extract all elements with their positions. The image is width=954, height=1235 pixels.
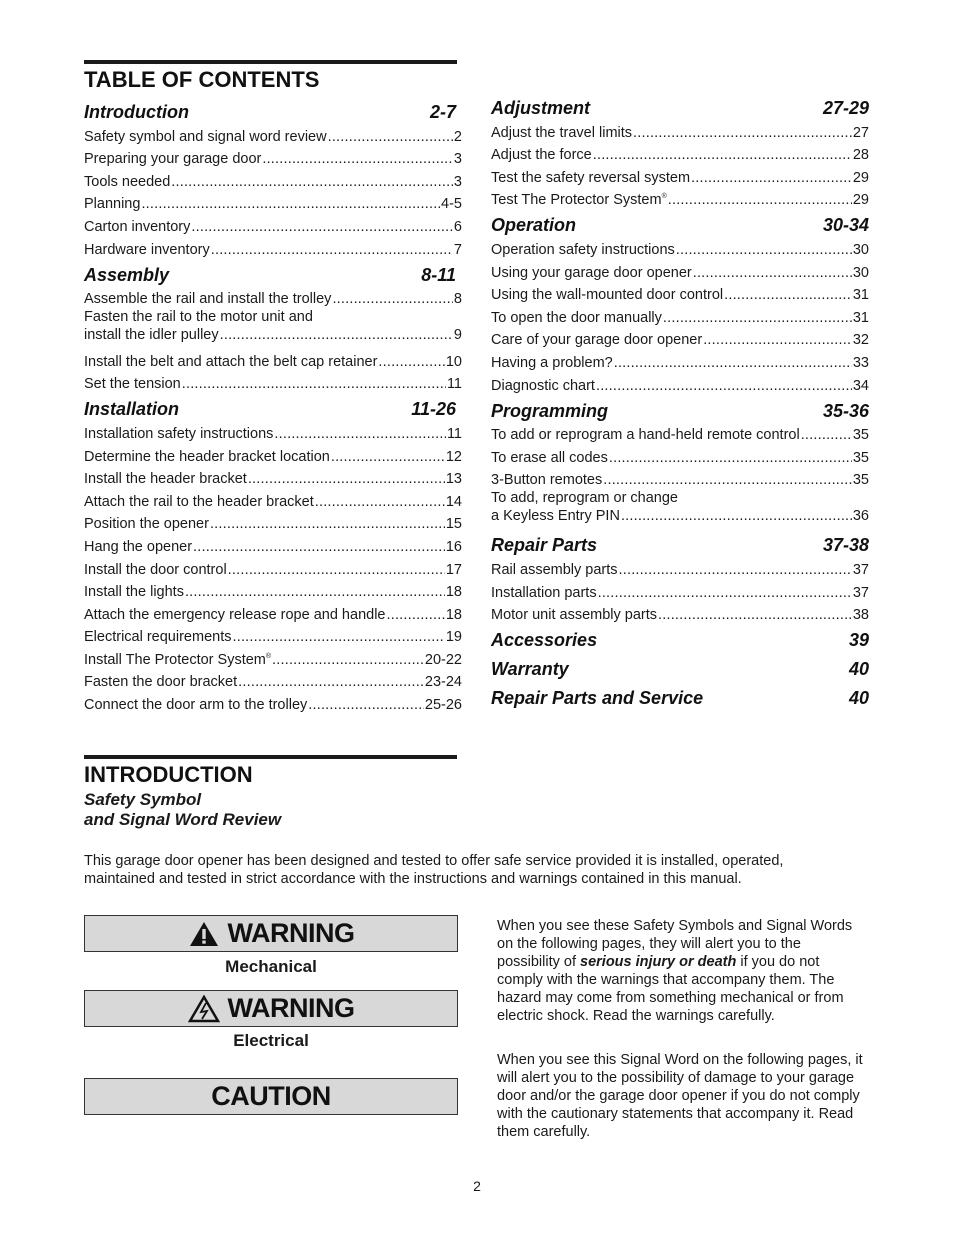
toc-entry-page: 16 [445, 538, 462, 555]
toc-entry-label: Assemble the rail and install the trolley [84, 291, 332, 308]
toc-entry-page: 18 [445, 606, 462, 623]
caution-label: CAUTION [211, 1081, 331, 1111]
toc-entry-page: 30 [852, 241, 869, 258]
toc-entry [84, 191, 462, 214]
toc-entry-label: Care of your garage door opener [491, 332, 703, 349]
p1-text-before: When you see these Safety Symbols and Signal Words on the following pages, they will alert you to the possibility of [497, 918, 853, 970]
toc-entry-label: install the idler pulley [84, 327, 219, 344]
intro-body: This garage door opener has been designed and tested to offer safe service provided it is installed, operated, maintained and tested in strict accordance with the instructions and warnings contained in this manual. [84, 853, 784, 887]
toc-section-title: Introduction [84, 102, 189, 122]
toc-entry-label: Preparing your garage door [84, 151, 262, 168]
toc-entry-label: Attach the rail to the header bracket [84, 493, 314, 510]
toc-entry-page: 3 [453, 151, 462, 168]
intro-subtitle-line2: and Signal Word Review [84, 810, 282, 829]
toc-entry [84, 236, 462, 259]
toc-section-heading [491, 534, 869, 556]
toc-entry-page: 35 [852, 449, 869, 466]
toc-leader-dots [676, 241, 852, 259]
toc-entry-label: Install the belt and attach the belt cap retainer [84, 353, 378, 370]
toc-entry-label: Set the tension [84, 376, 181, 393]
toc-entry-page: 9 [453, 327, 462, 344]
toc-entry-label: Operation safety instructions [491, 241, 675, 258]
toc-entry-label: To open the door manually [491, 309, 662, 326]
toc-leader-dots [668, 191, 852, 209]
toc-leader-dots [315, 493, 445, 511]
toc-top-rule [84, 60, 457, 64]
toc-section-heading [491, 629, 869, 651]
toc-entry-label: Having a problem? [491, 354, 613, 371]
toc-entry-page: 35 [852, 427, 869, 444]
toc-leader-dots [308, 696, 424, 714]
toc-entry-label: Motor unit assembly parts [491, 607, 658, 624]
toc-entry [84, 533, 462, 556]
toc-entry-page: 36 [852, 508, 869, 525]
toc-entry [491, 602, 869, 625]
toc-entry-label: Hardware inventory [84, 241, 210, 258]
toc-leader-dots [609, 449, 852, 467]
toc-entry-label: Tools needed [84, 173, 171, 190]
toc-entry-label: Adjust the travel limits [491, 124, 633, 141]
toc-section-title: Programming [491, 400, 609, 421]
toc-leader-dots [593, 146, 852, 164]
toc-entry-page: 17 [445, 561, 462, 578]
toc-entry [84, 624, 462, 647]
toc-leader-dots [724, 286, 852, 304]
toc-entry [84, 286, 462, 309]
toc-entry-page: 33 [852, 354, 869, 371]
toc-leader-dots [331, 448, 445, 466]
toc-section-heading [491, 97, 869, 119]
toc-entry [84, 691, 462, 714]
toc-entry [84, 669, 462, 692]
toc-entry [491, 282, 869, 305]
toc-entry [491, 164, 869, 187]
toc-leader-dots [238, 673, 424, 691]
toc-entry-label: Connect the door arm to the trolley [84, 697, 308, 714]
toc-entry [491, 259, 869, 282]
toc-entry [491, 236, 869, 259]
toc-entry [491, 349, 869, 372]
toc-section-heading [491, 658, 869, 680]
toc-section-title: Installation [84, 399, 180, 420]
toc-entry-label: Install the lights [84, 584, 184, 601]
toc-section-pages: 39 [848, 630, 869, 651]
warning-electrical-box [84, 990, 458, 1027]
toc-entry [84, 488, 462, 511]
warning-exclamation-icon [188, 920, 220, 948]
toc-section-heading [491, 214, 869, 236]
toc-entry-label: Install The Protector System® [84, 651, 272, 668]
toc-entry-page: 37 [852, 561, 869, 578]
toc-entry [491, 467, 869, 490]
toc-entry-page: 31 [852, 309, 869, 326]
toc-entry-page: 35 [852, 472, 869, 489]
toc-leader-dots [274, 425, 446, 443]
toc-leader-dots [691, 169, 852, 187]
toc-leader-dots [619, 561, 852, 579]
toc-entry-page: 20-22 [424, 651, 462, 668]
toc-leader-dots [663, 309, 852, 327]
toc-section-title: Warranty [491, 659, 569, 680]
toc-entry-label: Using the wall-mounted door control [491, 287, 724, 304]
toc-entry [491, 422, 869, 445]
toc-entry-label: Test The Protector System® [491, 192, 667, 209]
toc-entry-label: To add or reprogram a hand-held remote control [491, 427, 800, 444]
toc-entry [84, 213, 462, 236]
toc-entry [491, 372, 869, 395]
toc-entry-page: 19 [445, 629, 462, 646]
toc-entry [491, 187, 869, 210]
toc-section-pages: 30-34 [822, 215, 869, 236]
toc-leader-dots [378, 353, 444, 371]
toc-section-heading [84, 264, 462, 286]
warning-label: WARNING [227, 918, 355, 948]
toc-entry-page: 15 [445, 516, 462, 533]
toc-entry-page: 11 [446, 376, 462, 393]
toc-leader-dots [191, 218, 453, 236]
toc-entry-label: Planning [84, 196, 141, 213]
toc-entry [84, 146, 462, 169]
toc-entry-label: Determine the header bracket location [84, 448, 330, 465]
toc-entry [84, 308, 462, 348]
registered-mark: ® [265, 653, 272, 661]
introduction-section [84, 755, 864, 888]
toc-entry-page: 2 [453, 128, 462, 145]
toc-section-pages: 11-26 [411, 399, 456, 420]
toc-entry-label: a Keyless Entry PIN [491, 508, 620, 525]
toc-section-pages: 2-7 [429, 102, 456, 122]
toc-entry-page: 6 [453, 218, 462, 235]
toc-entry-page: 4-5 [441, 196, 462, 213]
toc-section-heading [84, 101, 462, 123]
toc-entry-label: 3-Button remotes [491, 472, 603, 489]
toc-leader-dots [801, 426, 852, 444]
toc-entry-label-line1: Fasten the rail to the motor unit and [84, 309, 313, 326]
toc-entry-page: 13 [445, 471, 462, 488]
intro-title: INTRODUCTION [84, 762, 253, 787]
toc-entry-page: 12 [445, 448, 462, 465]
toc-section-title: Repair Parts and Service [491, 688, 704, 709]
toc-entry-label: Install the header bracket [84, 471, 247, 488]
toc-leader-dots [596, 377, 852, 395]
toc-entry [84, 348, 462, 371]
warning-label: WARNING [227, 993, 355, 1023]
toc-leader-dots [633, 124, 852, 142]
toc-left-sections [84, 101, 462, 714]
warning-mechanical-box [84, 915, 458, 952]
toc-entry-page: 32 [852, 332, 869, 349]
toc-section-pages: 8-11 [421, 264, 456, 285]
toc-entry-page: 11 [446, 425, 462, 442]
toc-title: TABLE OF CONTENTS [84, 67, 320, 92]
toc-entry-page: 28 [852, 147, 869, 164]
toc-leader-dots [248, 470, 445, 488]
p1-emphasis: serious injury or death [580, 954, 737, 970]
toc-leader-dots [182, 375, 446, 393]
toc-leader-dots [185, 583, 445, 601]
toc-section-pages: 40 [848, 688, 869, 709]
toc-leader-dots [614, 354, 852, 372]
toc-entry-page: 38 [852, 607, 869, 624]
toc-entry [84, 466, 462, 489]
mechanical-caption: Mechanical [225, 957, 317, 976]
toc-entry-label: Hang the opener [84, 538, 193, 555]
toc-section-title: Operation [491, 215, 577, 236]
toc-leader-dots [658, 606, 852, 624]
toc-entry-page: 23-24 [424, 674, 462, 691]
toc-leader-dots [141, 195, 440, 213]
toc-section-pages: 40 [848, 659, 869, 680]
toc-entry [84, 168, 462, 191]
toc-entry [491, 489, 869, 529]
toc-entry-label: Rail assembly parts [491, 561, 618, 578]
electrical-caption: Electrical [233, 1031, 309, 1050]
toc-section-title: Accessories [491, 630, 598, 651]
toc-leader-dots [210, 515, 445, 533]
toc-entry-page: 30 [852, 264, 869, 281]
toc-leader-dots [193, 538, 445, 556]
toc-entry-label: Safety symbol and signal word review [84, 128, 327, 145]
toc-entry [491, 327, 869, 350]
toc-entry [84, 420, 462, 443]
toc-entry [84, 579, 462, 602]
toc-leader-dots [272, 651, 424, 669]
toc-entry-page: 3 [453, 173, 462, 190]
toc-entry [491, 556, 869, 579]
toc-leader-dots [332, 290, 452, 308]
toc-leader-dots [603, 471, 852, 489]
warning-explanation-paragraph [497, 917, 867, 1025]
toc-entry-page: 29 [852, 169, 869, 186]
toc-leader-dots [693, 264, 852, 282]
toc-section-pages: 27-29 [822, 98, 869, 118]
toc-entry-page: 27 [852, 124, 869, 141]
toc-leader-dots [386, 606, 444, 624]
toc-entry [84, 646, 462, 669]
registered-mark: ® [661, 193, 667, 201]
intro-subtitle-line1: Safety Symbol [84, 790, 202, 809]
warning-lightning-icon [188, 995, 220, 1023]
toc-leader-dots [228, 561, 445, 579]
toc-entry-page: 7 [453, 241, 462, 258]
toc-entry-label: Fasten the door bracket [84, 674, 238, 691]
caution-explanation-paragraph: When you see this Signal Word on the following pages, it will alert you to the possibility of damage to your garage door and/or the garage door opener if you do not comply with the cautionary statements that accompany it. Read them carefully. [497, 1052, 863, 1140]
page-number: 2 [473, 1178, 481, 1194]
toc-entry [491, 579, 869, 602]
toc-entry [84, 443, 462, 466]
toc-entry-page: 25-26 [424, 697, 462, 714]
toc-section-title: Repair Parts [491, 535, 598, 556]
toc-entry-page: 29 [852, 192, 869, 209]
toc-entry-label: Diagnostic chart [491, 377, 595, 394]
toc-entry [84, 123, 462, 146]
toc-entry-label: Installation safety instructions [84, 425, 274, 442]
toc-entry [84, 601, 462, 624]
toc-entry-label: Test the safety reversal system [491, 169, 691, 186]
toc-leader-dots [621, 507, 852, 525]
toc-entry [491, 119, 869, 142]
toc-entry-label: Carton inventory [84, 218, 191, 235]
toc-section-pages: 35-36 [822, 400, 869, 421]
p1-text-after: if you do not comply with the warnings that accompany them. The hazard may come from something mechanical or from electric shock. Read the warnings carefully. [497, 954, 844, 1024]
toc-section-heading [491, 400, 869, 422]
toc-entry-label: Using your garage door opener [491, 264, 692, 281]
toc-entry-label: Installation parts [491, 584, 597, 601]
toc-entry [491, 142, 869, 165]
toc-leader-dots [232, 628, 444, 646]
toc-entry-label: Electrical requirements [84, 629, 232, 646]
toc-section-title: Assembly [84, 264, 170, 285]
toc-section-heading [491, 687, 869, 709]
toc-entry-page: 34 [852, 377, 869, 394]
toc-left-column [84, 60, 462, 714]
toc-right-sections [491, 97, 869, 709]
toc-leader-dots [598, 584, 852, 602]
toc-section-pages: 37-38 [822, 535, 869, 556]
intro-top-rule [84, 755, 457, 759]
toc-entry-label-line1: To add, reprogram or change [491, 490, 678, 507]
toc-entry-label: To erase all codes [491, 449, 608, 466]
toc-entry-page: 31 [852, 287, 869, 304]
caution-box [84, 1078, 458, 1115]
toc-entry [491, 304, 869, 327]
toc-leader-dots [328, 128, 453, 146]
toc-entry-page: 14 [445, 493, 462, 510]
toc-entry-label: Position the opener [84, 516, 209, 533]
toc-entry-page: 8 [453, 291, 462, 308]
toc-entry [84, 556, 462, 579]
toc-entry [84, 371, 462, 394]
toc-entry-page: 10 [445, 353, 462, 370]
toc-entry-label: Adjust the force [491, 147, 592, 164]
toc-section-title: Adjustment [491, 98, 590, 118]
toc-section-heading [84, 398, 462, 420]
toc-right-column [491, 97, 869, 709]
toc-entry [84, 511, 462, 534]
toc-entry [491, 444, 869, 467]
toc-entry-page: 37 [852, 584, 869, 601]
toc-entry-page: 18 [445, 584, 462, 601]
toc-entry-label: Install the door control [84, 561, 227, 578]
toc-leader-dots [220, 326, 453, 344]
toc-leader-dots [703, 331, 852, 349]
toc-leader-dots [262, 150, 453, 168]
toc-leader-dots [211, 241, 453, 259]
toc-entry-label: Attach the emergency release rope and handle [84, 606, 386, 623]
toc-leader-dots [171, 173, 453, 191]
